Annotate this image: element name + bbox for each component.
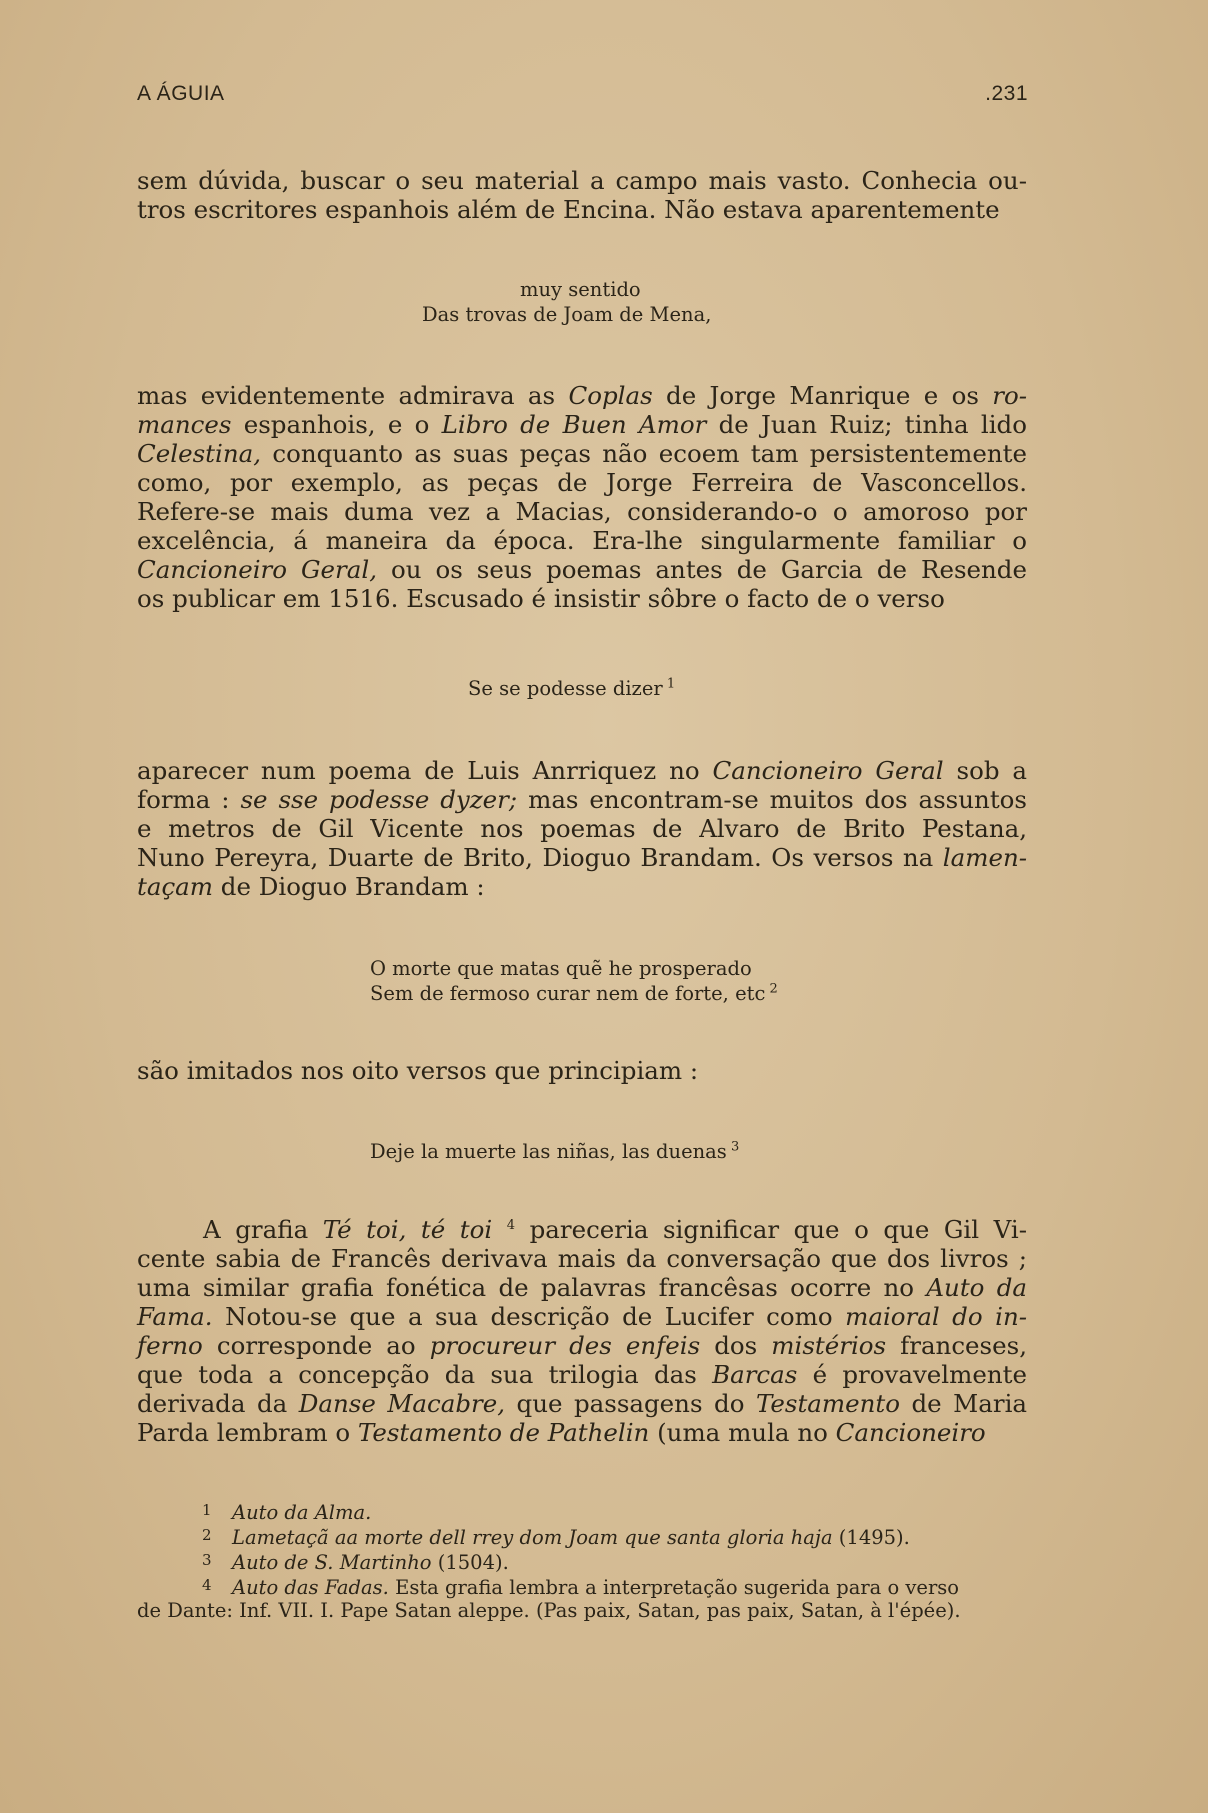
text-line	[137, 785, 1027, 814]
italic-text: Libro de Buen Amor	[441, 410, 707, 439]
footnote-ref: 1	[662, 676, 676, 692]
text-run: pareceria significar que o que Gil Vi-	[515, 1215, 1027, 1244]
verse-line: muy sentido	[520, 278, 641, 301]
text-run: sem dúvida, buscar o seu material a campo mais vasto. Conhecia ou-	[137, 166, 1027, 195]
text-line	[137, 468, 1027, 497]
text-run: franceses,	[886, 1331, 1027, 1360]
paragraph-4	[137, 1056, 1027, 1085]
text-run: mas evidentemente admirava as	[137, 381, 569, 410]
footnote-ref: 2	[765, 981, 778, 997]
verse-line	[370, 956, 778, 981]
footnote-ref: 4	[506, 1217, 516, 1233]
text-run: são imitados nos oito versos que principiam :	[137, 1056, 699, 1085]
footnote-number: 1	[202, 1501, 212, 1519]
italic-text: Auto de S. Martinho	[232, 1551, 432, 1574]
italic-text: Auto da	[926, 1273, 1027, 1302]
italic-text: ferno	[137, 1331, 203, 1360]
footnote-line	[137, 1549, 1027, 1574]
italic-text: Cancioneiro Geral,	[137, 555, 377, 584]
text-run: de Dioguo Brandam :	[213, 872, 485, 901]
text-line	[137, 1244, 1027, 1273]
text-run: os publicar em 1516. Escusado é insistir sôbre o facto de o verso	[137, 584, 945, 613]
text-run: forma :	[137, 785, 241, 814]
text-run: excelência, á maneira da época. Era-lhe singularmente familiar o	[137, 526, 1027, 555]
footnote-number: 4	[202, 1576, 212, 1594]
italic-text: mances	[137, 410, 232, 439]
verse-text: Deje la muerte las niñas, las duenas	[370, 1140, 727, 1163]
italic-text: Celestina,	[137, 439, 262, 468]
text-line	[137, 166, 1027, 195]
text-run: de Dante: Inf. VII. I. Pape Satan aleppe. (Pas paix, Satan, pas paix, Satan, à l'épée).	[137, 1599, 961, 1622]
italic-text: Fama.	[137, 1302, 213, 1331]
text-run: A grafia	[203, 1215, 323, 1244]
text-line	[137, 1360, 1027, 1389]
footnote-line	[137, 1524, 1027, 1549]
verse-line	[370, 1139, 739, 1164]
verse-text: O morte que matas quẽ he prosperado	[370, 957, 752, 980]
italic-text: lamen-	[942, 843, 1027, 872]
text-run: Nuno Pereyra, Duarte de Brito, Dioguo Brandam. Os versos na	[137, 843, 943, 872]
text-run: espanhois, e o	[231, 410, 442, 439]
footnotes	[137, 1499, 1027, 1622]
italic-text: se sse podesse dyzer;	[240, 785, 518, 814]
italic-text: mistérios	[771, 1331, 887, 1360]
paragraph-5	[137, 1215, 1027, 1447]
text-run: Refere-se mais duma vez a Macias, considerando-o o amoroso por	[137, 497, 1027, 526]
text-line	[137, 195, 1027, 224]
text-line	[137, 1418, 1027, 1447]
footnote-ref: 3	[726, 1139, 740, 1155]
text-line	[137, 410, 1027, 439]
italic-text: ro-	[992, 381, 1027, 410]
italic-text: Auto da Alma.	[232, 1501, 372, 1524]
footnote-number: 2	[202, 1526, 212, 1544]
text-run: aparecer num poema de Luis Anrriquez no	[137, 756, 713, 785]
paragraph-2	[137, 381, 1027, 613]
verse-line: Das trovas de Joam de Mena,	[422, 303, 712, 326]
verse-line	[370, 981, 778, 1006]
italic-text: procureur des enfeis	[429, 1331, 701, 1360]
verse-line	[468, 676, 675, 701]
italic-text: taçam	[137, 872, 214, 901]
text-run: conquanto as suas peças não ecoem tam persistentemente	[261, 439, 1027, 468]
text-line	[137, 1302, 1027, 1331]
verse-text: Sem de fermoso curar nem de forte, etc	[370, 982, 766, 1005]
text-line	[137, 1389, 1027, 1418]
italic-text: Barcas	[712, 1360, 798, 1389]
text-line	[137, 555, 1027, 584]
italic-text: Auto das Fadas.	[232, 1576, 389, 1599]
paragraph-1	[137, 166, 1027, 224]
text-line	[137, 756, 1027, 785]
italic-text: maioral do in-	[845, 1302, 1028, 1331]
text-run: e metros de Gil Vicente nos poemas de Alvaro de Brito Pestana,	[137, 814, 1027, 843]
footnote-line	[137, 1574, 1027, 1599]
italic-text: Té toi, té toi	[322, 1215, 493, 1244]
text-line	[137, 497, 1027, 526]
text-run: que passagens do	[505, 1389, 756, 1418]
italic-text: Cancioneiro Geral	[712, 756, 944, 785]
text-run: Notou-se que a sua descrição de Lucifer como	[212, 1302, 846, 1331]
page-number: .231	[985, 82, 1028, 105]
footnote-number: 3	[202, 1551, 212, 1569]
text-run: como, por exemplo, as peças de Jorge Ferreira de Vasconcellos.	[137, 468, 1027, 497]
text-line	[137, 843, 1027, 872]
text-run: (1504).	[431, 1551, 509, 1574]
text-run: uma similar grafia fonética de palavras francêsas ocorre no	[137, 1273, 927, 1302]
text-line	[137, 1056, 1027, 1085]
text-line	[137, 1273, 1027, 1302]
verse-quote-3	[370, 956, 778, 1006]
verse-quote-4	[370, 1139, 739, 1164]
text-run: mas encontram-se muitos dos assuntos	[517, 785, 1027, 814]
italic-text: Cancioneiro	[835, 1418, 986, 1447]
text-line	[137, 872, 1027, 901]
text-run: corresponde ao	[202, 1331, 430, 1360]
text-run: ou os seus poemas antes de Garcia de Resende	[377, 555, 1027, 584]
footnote-line	[137, 1499, 1027, 1524]
text-run: Parda lembram o	[137, 1418, 358, 1447]
text-run: cente sabia de Francês derivava mais da conversação que dos livros ;	[137, 1244, 1027, 1273]
italic-text: Testamento	[755, 1389, 901, 1418]
text-line	[137, 814, 1027, 843]
footnote-line	[137, 1599, 1027, 1622]
italic-text: Testamento de Pathelin	[357, 1418, 650, 1447]
text-run: Esta grafia lembra a interpretação sugerida para o verso	[388, 1576, 960, 1599]
text-run	[492, 1215, 507, 1244]
text-line	[137, 439, 1027, 468]
verse-quote-1	[422, 277, 711, 327]
text-run: de Juan Ruiz; tinha lido	[706, 410, 1027, 439]
journal-title: A ÁGUIA	[137, 82, 225, 105]
text-run: que toda a concepção da sua trilogia das	[137, 1360, 713, 1389]
text-run: (uma mula no	[649, 1418, 836, 1447]
text-line	[137, 1331, 1027, 1360]
verse-quote-2	[468, 676, 675, 701]
text-run: de Maria	[900, 1389, 1028, 1418]
running-header	[137, 82, 1028, 112]
text-run: tros escritores espanhois além de Encina. Não estava aparentemente	[137, 195, 1000, 224]
text-run: derivada da	[137, 1389, 299, 1418]
italic-text: Lametaçã aa morte dell rrey dom Joam que santa gloria haja	[232, 1526, 833, 1549]
text-run: dos	[700, 1331, 772, 1360]
paragraph-3	[137, 756, 1027, 901]
italic-text: Danse Macabre,	[298, 1389, 506, 1418]
text-line	[137, 381, 1027, 410]
italic-text: Coplas	[568, 381, 653, 410]
text-line	[137, 1215, 1027, 1244]
text-run: é provavelmente	[797, 1360, 1027, 1389]
text-line	[137, 584, 1027, 613]
text-run: de Jorge Manrique e os	[652, 381, 993, 410]
text-run: sob a	[943, 756, 1027, 785]
text-line	[137, 526, 1027, 555]
text-run: (1495).	[832, 1526, 910, 1549]
verse-text: Se se podesse dizer	[468, 677, 663, 700]
